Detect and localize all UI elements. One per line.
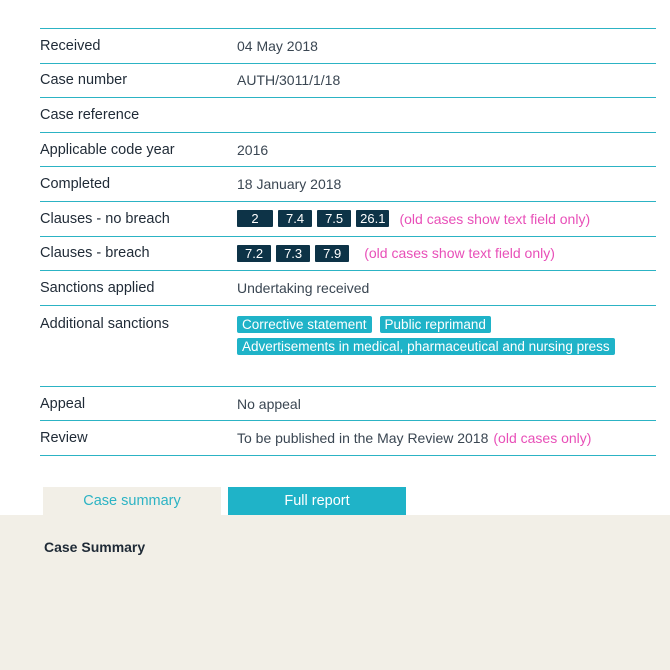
- no-breach-note: (old cases show text field only): [399, 210, 591, 227]
- tab-full-report[interactable]: Full report: [228, 487, 406, 515]
- clause-chip[interactable]: 7.5: [317, 210, 351, 227]
- sanction-tag[interactable]: Corrective statement: [237, 316, 372, 333]
- received-value: 04 May 2018: [237, 37, 318, 54]
- sanctions-label: Sanctions applied: [40, 279, 155, 296]
- row-sanctions: [40, 271, 656, 306]
- clause-chip[interactable]: 7.4: [278, 210, 312, 227]
- case-reference-label: Case reference: [40, 106, 140, 123]
- review-text: To be published in the May Review 2018: [237, 430, 489, 447]
- row-code-year: [40, 133, 656, 168]
- clause-chip[interactable]: 2: [237, 210, 273, 227]
- row-case-reference: [40, 98, 656, 133]
- tab-case-summary[interactable]: Case summary: [43, 487, 221, 515]
- row-appeal: [40, 387, 656, 422]
- panel-title: Case Summary: [44, 539, 146, 555]
- code-year-value: 2016: [237, 141, 269, 158]
- code-year-label: Applicable code year: [40, 141, 175, 158]
- breach-note: (old cases show text field only): [364, 245, 555, 262]
- review-note: (old cases only): [493, 430, 592, 447]
- clause-chip[interactable]: 7.3: [276, 245, 310, 262]
- additional-label: Additional sanctions: [40, 315, 169, 332]
- row-clauses-breach: [40, 237, 656, 272]
- case-number-label: Case number: [40, 72, 128, 89]
- breach-label: Clauses - breach: [40, 245, 150, 262]
- completed-label: Completed: [40, 176, 111, 193]
- breach-value: [237, 245, 555, 262]
- review-label: Review: [40, 430, 88, 447]
- review-value: [237, 430, 591, 446]
- clause-chip[interactable]: 26.1: [356, 210, 389, 227]
- sanction-tag[interactable]: Public reprimand: [380, 316, 491, 333]
- row-received: [40, 29, 656, 64]
- row-case-number: [40, 64, 656, 99]
- completed-value: 18 January 2018: [237, 176, 342, 193]
- clause-chip[interactable]: 7.2: [237, 245, 271, 262]
- sanctions-value: Undertaking received: [237, 279, 370, 296]
- row-completed: [40, 167, 656, 202]
- case-details-table: [40, 28, 656, 456]
- received-label: Received: [40, 37, 101, 54]
- case-summary-panel: [0, 515, 670, 670]
- row-clauses-no-breach: [40, 202, 656, 237]
- appeal-value: No appeal: [237, 395, 301, 412]
- no-breach-value: [237, 210, 590, 227]
- additional-value: [237, 316, 656, 360]
- sanction-tag[interactable]: Advertisements in medical, pharmaceutical and nursing press: [237, 338, 615, 355]
- case-tabs: [43, 487, 406, 515]
- no-breach-label: Clauses - no breach: [40, 210, 170, 227]
- appeal-label: Appeal: [40, 395, 86, 412]
- row-review: [40, 421, 656, 456]
- clause-chip[interactable]: 7.9: [315, 245, 349, 262]
- row-additional-sanctions: [40, 306, 656, 387]
- case-number-value: AUTH/3011/1/18: [237, 72, 341, 89]
